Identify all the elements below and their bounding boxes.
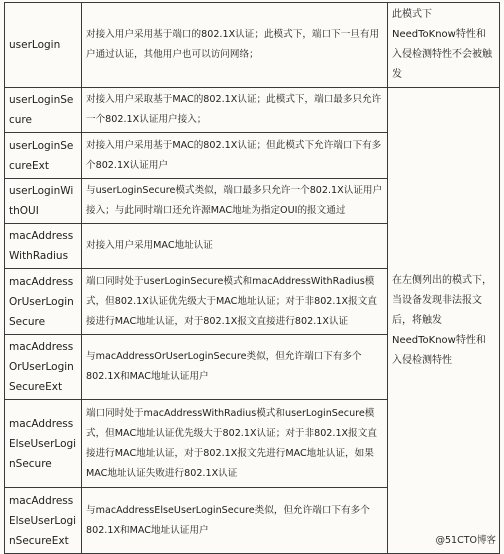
mode-cell: userLoginSecureExt	[5, 133, 82, 179]
mode-cell: macAddressElseUserLoginSecure	[5, 400, 82, 488]
description-cell: 对接入用户采取基于MAC的802.1X认证；此模式下，端口最多只允许一个802.1X认证用户接入；	[82, 88, 388, 133]
mode-cell: userLoginWithOUI	[5, 179, 82, 224]
table-row	[5, 3, 500, 88]
mode-cell: userLoginSecure	[5, 88, 82, 133]
description-cell: 与userLoginSecure模式类似，端口最多只允许一个802.1X认证用户接入；与此同时端口还允许源MAC地址为指定OUI的报文通过	[82, 179, 388, 224]
description-cell: 端口同时处于macAddressWithRadius模式和userLoginSecure模式，但MAC地址认证优先级大于802.1X认证；对于非802.1X报文直接进行MAC地址认证，对于802.1X报文先进行MAC地址认证，如果MAC地址认证失败进行802.1X认证	[82, 400, 388, 488]
table-row	[5, 88, 500, 133]
description-cell: 对接入用户采用基于端口的802.1X认证；此模式下，端口下一旦有用户通过认证，其他用户也可以访问网络；	[82, 3, 388, 88]
watermark: @51CTO博客	[435, 535, 496, 546]
port-security-modes-table	[4, 2, 500, 554]
description-cell: 对接入用户采用MAC地址认证	[82, 224, 388, 269]
note-cell: 此模式下NeedToKnow特性和入侵检测特性不会被触发	[388, 3, 500, 88]
description-cell: 端口同时处于userLoginSecure模式和macAddressWithRadius模式，但802.1X认证优先级大于MAC地址认证；对于非802.1X报文直接进行MAC地址认证，对于802.1X报文直接进行802.1X认证	[82, 269, 388, 335]
mode-cell: macAddressWithRadius	[5, 224, 82, 269]
note-cell: 在左侧列出的模式下，当设备发现非法报文后，将触发NeedToKnow特性和入侵检测特性	[388, 88, 500, 554]
mode-cell: macAddressOrUserLoginSecure	[5, 269, 82, 335]
mode-cell: userLogin	[5, 3, 82, 88]
mode-cell: macAddressOrUserLoginSecureExt	[5, 335, 82, 400]
description-cell: 与macAddressElseUserLoginSecure类似，但允许端口下有多个802.1X和MAC地址认证用户	[82, 488, 388, 554]
description-cell: 与macAddressOrUserLoginSecure类似，但允许端口下有多个802.1X和MAC地址认证用户	[82, 335, 388, 400]
description-cell: 对接入用户采用基于MAC的802.1X认证；但此模式下允许端口下有多个802.1X认证用户	[82, 133, 388, 179]
mode-cell: macAddressElseUserLoginSecureExt	[5, 488, 82, 554]
